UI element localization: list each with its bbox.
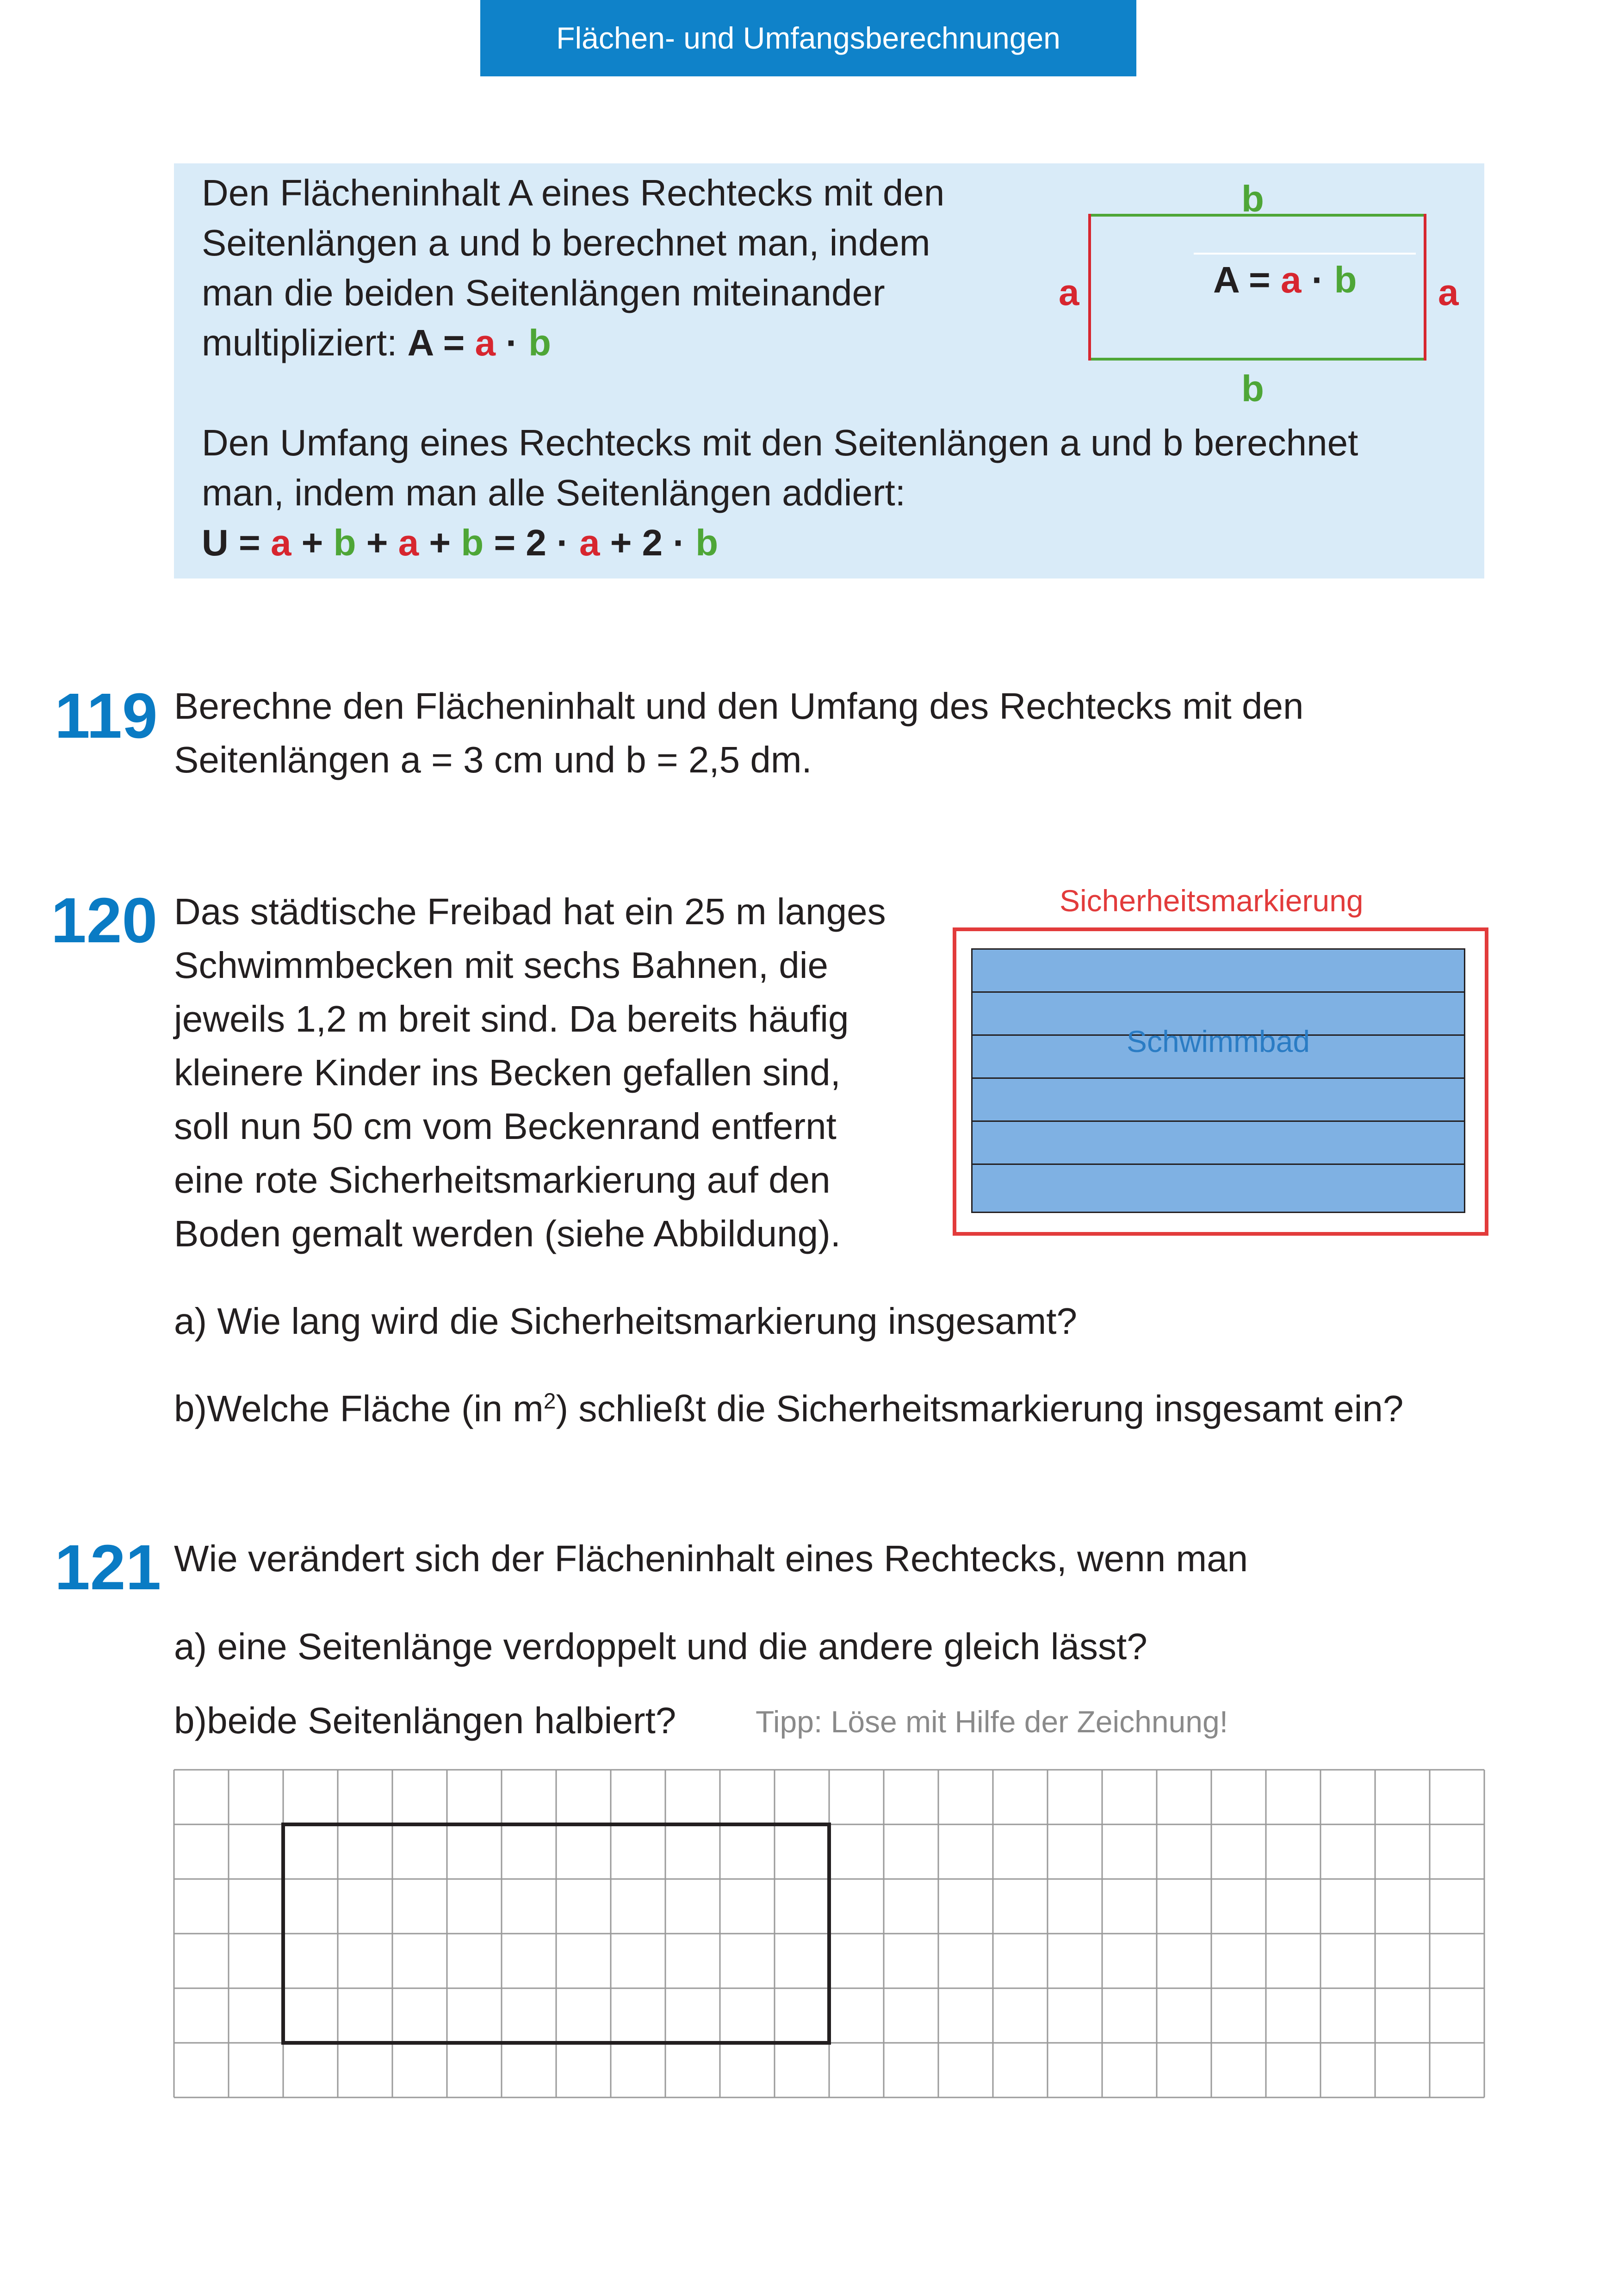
area-formula: A = a · b — [407, 322, 551, 363]
area-rule-line: man die beiden Seitenlängen miteinander — [202, 272, 885, 313]
question-text: Welche Fläche (in $m^2$) schließt die Sicherheitsmarkierung insgesamt ein? — [207, 1388, 1404, 1429]
swimming-pool — [971, 948, 1465, 1213]
pool-lane — [973, 950, 1464, 993]
question-label: b) — [174, 1700, 207, 1741]
task-number-119: 119 — [55, 680, 158, 752]
diagram-label-top-b: b — [1241, 178, 1264, 219]
task-121-question-b — [174, 1694, 676, 1748]
question-text: eine Seitenlänge verdoppelt und die andere gleich lässt? — [217, 1626, 1147, 1667]
section-header — [480, 0, 1136, 76]
perimeter-rule-line: man, indem man alle Seitenlängen addiert: — [202, 472, 905, 513]
task-119-text — [174, 679, 1303, 787]
task-120-question-a — [174, 1294, 1077, 1348]
question-text: beide Seitenlängen halbiert? — [207, 1700, 676, 1741]
task-120-line: jeweils 1,2 m breit sind. Da bereits häufig — [174, 998, 849, 1039]
perimeter-formula: U = a + b + a + b = 2 · a + 2 · b — [202, 522, 719, 563]
question-label: a) — [174, 1626, 207, 1667]
section-title: Flächen- und Umfangsberechnungen — [556, 21, 1060, 55]
task-120-question-b — [174, 1382, 1403, 1436]
task-119-line: Seitenlängen a = 3 cm und b = 2,5 dm. — [174, 739, 812, 780]
task-120-line: Das städtische Freibad hat ein 25 m langes — [174, 891, 886, 932]
question-label: b) — [174, 1388, 207, 1429]
task-number-120: 120 — [51, 885, 158, 956]
task-number-121: 121 — [55, 1532, 161, 1603]
question-text: Wie lang wird die Sicherheitsmarkierung insgesamt? — [217, 1300, 1077, 1342]
pool-lane — [973, 1165, 1464, 1208]
question-label: a) — [174, 1300, 207, 1342]
task-120-line: Schwimmbecken mit sechs Bahnen, die — [174, 945, 828, 986]
area-rule-text — [202, 168, 944, 368]
task-121-tip: Tipp: Löse mit Hilfe der Zeichnung! — [756, 1705, 1228, 1739]
pool-lane — [973, 1079, 1464, 1122]
diagram-label-right-a: a — [1438, 272, 1459, 313]
marking-label: Sicherheitsmarkierung — [1060, 884, 1364, 918]
grid-paper — [173, 1769, 1486, 2099]
perimeter-rule-line: Den Umfang eines Rechtecks mit den Seitenlängen a und b berechnet — [202, 422, 1358, 463]
diagram-label-left-a: a — [1059, 272, 1079, 313]
task-121-question-a — [174, 1620, 1147, 1674]
area-rule-line: multipliziert: A = a · b — [202, 322, 551, 363]
pool-lanes — [973, 950, 1464, 1208]
task-121-intro: Wie verändert sich der Flächeninhalt eines Rechtecks, wenn man — [174, 1538, 1248, 1579]
task-120-line: soll nun 50 cm vom Beckenrand entfernt — [174, 1106, 837, 1147]
task-120-line: kleinere Kinder ins Becken gefallen sind, — [174, 1052, 841, 1093]
pool-lane — [973, 1122, 1464, 1165]
task-120-line: Boden gemalt werden (siehe Abbildung). — [174, 1213, 841, 1254]
diagram-label-bottom-b: b — [1241, 368, 1264, 409]
task-120-line: eine rote Sicherheitsmarkierung auf den — [174, 1159, 831, 1201]
pool-label: Schwimmbad — [1126, 1024, 1310, 1058]
rectangle-diagram — [1055, 171, 1471, 409]
task-119-line: Berechne den Flächeninhalt und den Umfang des Rechtecks mit den — [174, 685, 1304, 727]
perimeter-rule-text — [202, 418, 1358, 568]
task-120-text — [174, 885, 886, 1261]
diagram-area-formula: A = a · b — [1213, 259, 1357, 300]
area-rule-line: Seitenlängen a und b berechnet man, indem — [202, 222, 930, 263]
area-rule-line: Den Flächeninhalt A eines Rechtecks mit den — [202, 172, 945, 213]
